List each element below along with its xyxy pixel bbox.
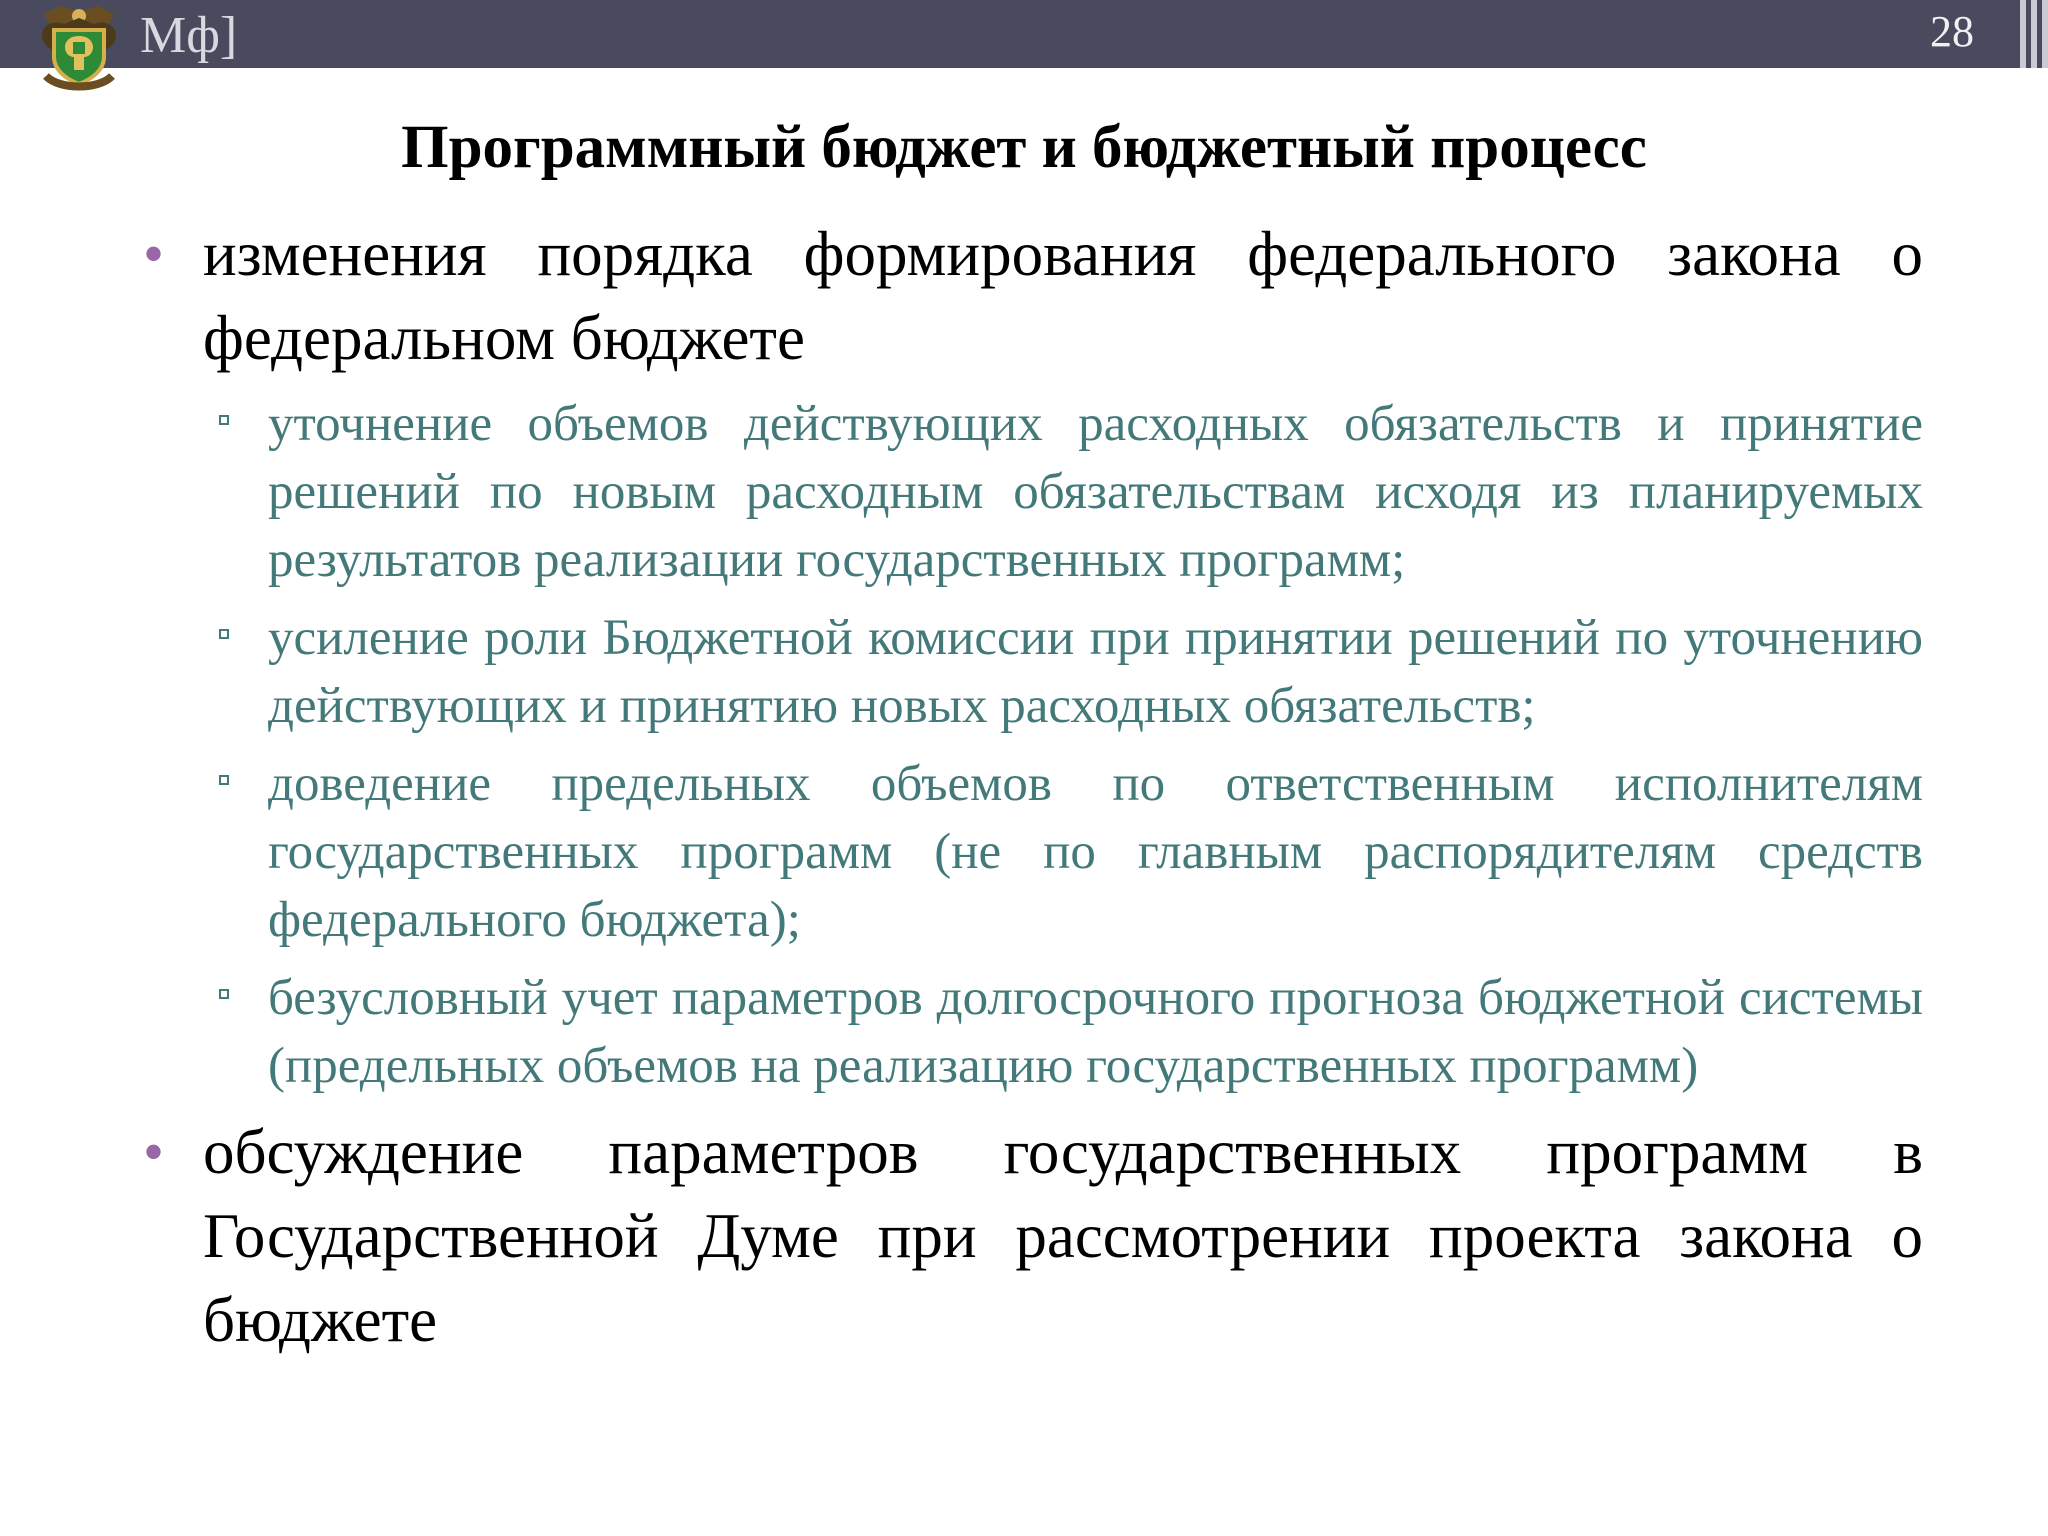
brand-mark: Мф] xyxy=(140,7,238,64)
sub-bullet-list xyxy=(143,390,1923,1100)
bullet-dot-icon: • xyxy=(143,221,165,287)
decorative-line xyxy=(2020,0,2026,68)
decorative-line xyxy=(2042,0,2048,68)
bullet-text: изменения порядка формирования федерального закона о федеральном бюджете xyxy=(203,219,1923,373)
sub-bullet-text: усиление роли Бюджетной комиссии при принятии решений по уточнению действующих и принятию новых расходных обязательств; xyxy=(268,610,1923,734)
bullet-text: обсуждение параметров государственных программ в Государственной Думе при рассмотрении проекта закона о бюджете xyxy=(203,1117,1923,1355)
slide-content xyxy=(143,212,1923,1362)
top-bar xyxy=(0,0,2048,68)
sub-bullet-item xyxy=(143,964,1923,1100)
square-bullet-icon xyxy=(219,775,229,785)
bullet-item xyxy=(143,1110,1923,1362)
sub-bullet-text: безусловный учет параметров долгосрочного прогноза бюджетной системы (предельных объемов на реализацию государственных программ) xyxy=(268,970,1923,1094)
slide-title: Программный бюджет и бюджетный процесс xyxy=(401,114,1647,181)
sub-bullet-text: уточнение объемов действующих расходных обязательств и принятие решений по новым расходным обязательствам исходя из планируемых результатов реализации государственных программ; xyxy=(268,396,1923,588)
sub-bullet-text: доведение предельных объемов по ответственным исполнителям государственных программ (не по главным распорядителям средств федерального бюджета); xyxy=(268,756,1923,948)
slide-number: 28 xyxy=(1930,7,1974,56)
bullet-dot-icon: • xyxy=(143,1119,165,1185)
decorative-line xyxy=(2031,0,2037,68)
square-bullet-icon xyxy=(219,989,229,999)
ministry-crest-icon xyxy=(34,2,124,94)
sub-bullet-item xyxy=(143,750,1923,954)
sub-bullet-item xyxy=(143,604,1923,740)
decorative-lines xyxy=(1986,0,2048,68)
sub-bullet-item xyxy=(143,390,1923,594)
bullet-item xyxy=(143,212,1923,380)
square-bullet-icon xyxy=(219,629,229,639)
square-bullet-icon xyxy=(219,415,229,425)
